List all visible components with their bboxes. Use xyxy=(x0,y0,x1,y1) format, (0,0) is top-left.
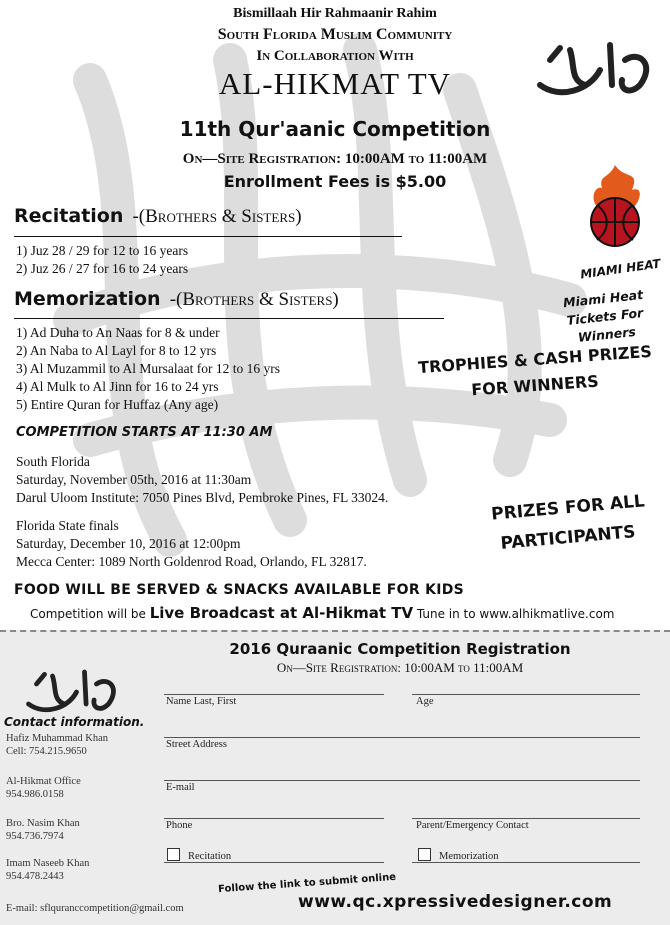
broadcast-highlight: Live Broadcast at Al-Hikmat TV xyxy=(149,604,414,622)
contact-phone: Cell: 754.215.9650 xyxy=(6,746,87,757)
state-finals-region: Florida State finals xyxy=(16,518,119,533)
submit-online-url[interactable]: www.qc.xpressivedesigner.com xyxy=(298,892,613,912)
miami-heat-logo-icon xyxy=(570,160,660,265)
name-label: Name Last, First xyxy=(166,696,237,707)
contact-name: Bro. Nasim Khan xyxy=(6,818,80,829)
street-label: Street Address xyxy=(166,739,227,750)
tv-title: AL-HIKMAT TV xyxy=(218,66,452,101)
recitation-heading xyxy=(14,205,302,228)
bismillah-text: Bismillaah Hir Rahmaanir Rahim xyxy=(233,6,437,21)
collab-text: In Collaboration With xyxy=(256,48,414,64)
contact-person xyxy=(6,775,81,801)
memorization-checkbox-label: Memorization xyxy=(439,851,499,862)
recitation-title: Recitation xyxy=(14,205,124,227)
memorization-item: 5) Entire Quran for Huffaz (Any age) xyxy=(16,397,219,412)
parent-contact-input[interactable] xyxy=(412,818,640,819)
broadcast-notice xyxy=(30,604,614,622)
quran-calligraphy-logo-icon xyxy=(530,30,660,105)
south-florida-venue: Darul Uloom Institute: 7050 Pines Blvd, Pembroke Pines, FL 33024. xyxy=(16,490,389,505)
phone-label: Phone xyxy=(166,820,193,831)
heat-logo-text: MIAMI HEAT xyxy=(579,256,662,282)
recitation-line xyxy=(164,862,384,863)
memorization-item: 3) Al Muzammil to Al Mursalaat for 12 to 16 yrs xyxy=(16,361,280,376)
trophies-text: TROPHIES & CASH PRIZES xyxy=(417,341,653,378)
form-onsite-registration: On—Site Registration: 10:00AM to 11:00AM xyxy=(276,660,524,675)
contact-person xyxy=(6,817,80,843)
memorization-checkbox[interactable] xyxy=(418,848,431,861)
email-label: E-mail xyxy=(166,782,195,793)
food-notice: FOOD WILL BE SERVED & SNACKS AVAILABLE FOR KIDS xyxy=(14,582,465,598)
memorization-item: 4) Al Mulk to Al Jinn for 16 to 24 yrs xyxy=(16,379,219,394)
state-finals-venue: Mecca Center: 1089 North Goldenrod Road, Orlando, FL 32817. xyxy=(16,554,367,569)
recitation-underline xyxy=(14,236,402,237)
memorization-line xyxy=(412,862,640,863)
contact-name: Hafiz Muhammad Khan xyxy=(6,733,109,744)
contact-name: Imam Naseeb Khan xyxy=(6,858,90,869)
organizer-text: South Florida Muslim Community xyxy=(217,26,453,43)
memorization-subtitle: -(Brothers & Sisters) xyxy=(169,289,339,310)
parent-contact-label: Parent/Emergency Contact xyxy=(416,820,529,831)
memorization-underline xyxy=(14,318,444,319)
contact-heading: Contact information. xyxy=(4,715,145,729)
form-title: 2016 Quraanic Competition Registration xyxy=(229,640,571,658)
prizes-all-text: PRIZES FOR ALL xyxy=(490,491,646,525)
recitation-subtitle: -(Brothers & Sisters) xyxy=(132,206,302,227)
onsite-registration: On—Site Registration: 10:00AM to 11:00AM xyxy=(182,151,488,167)
contact-phone: 954.478.2443 xyxy=(6,871,64,882)
south-florida-region: South Florida xyxy=(16,454,90,469)
south-florida-date: Saturday, November 05th, 2016 at 11:30am xyxy=(16,472,252,487)
quran-calligraphy-logo-small-icon xyxy=(10,660,135,720)
contact-person xyxy=(6,732,108,758)
memorization-title: Memorization xyxy=(14,288,161,310)
recitation-item: 1) Juz 28 / 29 for 12 to 16 years xyxy=(16,243,189,258)
broadcast-pre: Competition will be xyxy=(30,607,150,621)
broadcast-post: Tune in to www.alhikmatlive.com xyxy=(413,607,615,621)
contact-person xyxy=(6,857,89,883)
memorization-item: 2) An Naba to Al Layl for 8 to 12 yrs xyxy=(16,343,217,358)
recitation-checkbox-label: Recitation xyxy=(188,851,232,862)
state-finals-date: Saturday, December 10, 2016 at 12:00pm xyxy=(16,536,241,551)
memorization-heading xyxy=(14,288,339,311)
competition-starts: COMPETITION STARTS AT 11:30 AM xyxy=(16,425,273,440)
contact-phone: 954.986.0158 xyxy=(6,789,64,800)
trophies-text-line2: FOR WINNERS xyxy=(470,371,600,400)
recitation-checkbox[interactable] xyxy=(167,848,180,861)
name-input[interactable] xyxy=(164,694,384,695)
follow-link-text: Follow the link to submit online xyxy=(217,871,397,896)
memorization-item: 1) Ad Duha to An Naas for 8 & under xyxy=(16,325,220,340)
contact-name: Al-Hikmat Office xyxy=(6,776,81,787)
contact-phone: 954.736.7974 xyxy=(6,831,64,842)
age-label: Age xyxy=(416,696,434,707)
heat-tickets-caption: Miami Heat Tickets For Winners xyxy=(562,286,644,345)
email-input[interactable] xyxy=(164,780,640,781)
contact-email[interactable]: E-mail: sflquranccompetition@gmail.com xyxy=(6,903,184,914)
phone-input[interactable] xyxy=(164,818,384,819)
enrollment-fees: Enrollment Fees is $5.00 xyxy=(223,172,447,191)
prizes-all-text-line2: PARTICIPANTS xyxy=(499,522,637,554)
street-address-input[interactable] xyxy=(164,737,640,738)
competition-title: 11th Qur'aanic Competition xyxy=(179,117,491,141)
recitation-item: 2) Juz 26 / 27 for 16 to 24 years xyxy=(16,261,189,276)
age-input[interactable] xyxy=(412,694,640,695)
